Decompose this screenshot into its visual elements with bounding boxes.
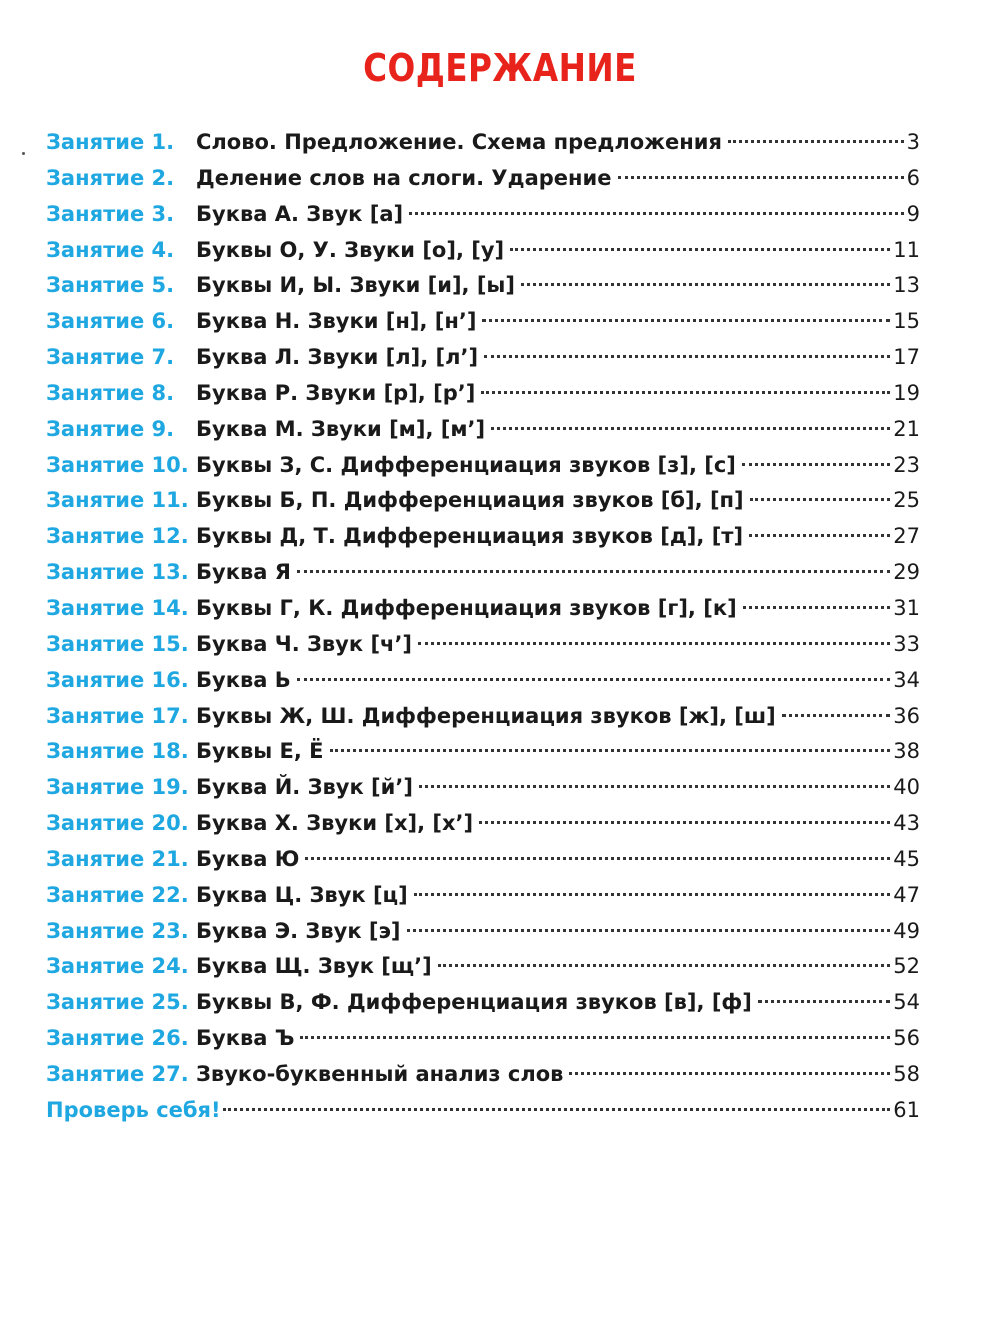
toc-entry-23[interactable] <box>46 914 920 950</box>
lesson-topic: Буквы И, Ы. Звуки [и], [ы] <box>196 273 516 298</box>
lesson-topic: Буква Я <box>196 560 291 585</box>
page-number: 25 <box>893 488 920 513</box>
page-number: 17 <box>893 345 920 370</box>
dot-leader <box>618 176 904 179</box>
dot-leader <box>742 463 890 466</box>
lesson-label: Занятие 27. <box>46 1061 189 1086</box>
lesson-label: Занятие 10. <box>46 452 189 477</box>
lesson-label: Занятие 25. <box>46 990 189 1015</box>
lesson-label: Занятие 18. <box>46 739 189 764</box>
page-number: 38 <box>893 739 920 764</box>
dot-leader <box>782 714 891 717</box>
page-number: 27 <box>893 524 920 549</box>
dot-leader <box>743 606 891 609</box>
dot-leader <box>484 355 890 358</box>
lesson-label: Занятие 16. <box>46 667 189 692</box>
lesson-topic: Буква Ц. Звук [ц] <box>196 882 408 907</box>
lesson-topic: Буква Х. Звуки [х], [х’] <box>196 811 474 836</box>
lesson-label: Занятие 17. <box>46 703 189 728</box>
lesson-topic: Буква Щ. Звук [щ’] <box>196 954 432 979</box>
page-number: 33 <box>893 631 920 656</box>
toc-entry-self-check[interactable] <box>46 1093 920 1129</box>
page-number: 23 <box>893 452 920 477</box>
page-number: 21 <box>893 416 920 441</box>
dot-leader <box>521 283 890 286</box>
page-number: 52 <box>893 954 920 979</box>
page-number: 11 <box>893 237 920 262</box>
dot-leader <box>438 964 891 967</box>
page-number: 3 <box>906 130 920 154</box>
lesson-label: Занятие 24. <box>46 954 189 979</box>
page-number: 61 <box>893 1097 920 1122</box>
lesson-topic: Буква Ъ <box>196 1026 295 1051</box>
toc-entry-22[interactable] <box>46 878 920 914</box>
dot-leader <box>482 319 890 322</box>
lesson-label: Занятие 5. <box>46 273 175 298</box>
page-number: 19 <box>893 380 920 405</box>
dot-leader <box>297 678 891 681</box>
lesson-topic: Буква Л. Звуки [л], [л’] <box>196 345 479 370</box>
page-number: 49 <box>893 918 920 943</box>
lesson-topic: Буквы Д, Т. Дифференциация звуков [д], [т] <box>196 524 744 549</box>
lesson-topic: Буквы Ж, Ш. Дифференциация звуков [ж], [ш] <box>196 703 776 728</box>
dot-leader <box>479 821 890 824</box>
lesson-topic: Буквы Б, П. Дифференциация звуков [б], [п] <box>196 488 744 513</box>
toc-entry-4[interactable] <box>46 233 920 269</box>
toc-entry-19[interactable] <box>46 770 920 806</box>
dot-leader <box>750 498 891 501</box>
toc-entry-3[interactable] <box>46 197 920 233</box>
lesson-topic: Буква Ю <box>196 846 300 871</box>
toc-entry-17[interactable] <box>46 699 920 735</box>
toc-entry-10[interactable] <box>46 448 920 484</box>
toc-entry-8[interactable] <box>46 376 920 412</box>
lesson-label: Занятие 4. <box>46 237 175 262</box>
page-number: 40 <box>893 775 920 800</box>
page-number: 36 <box>893 703 920 728</box>
dot-leader <box>305 857 890 860</box>
dot-leader <box>569 1072 890 1075</box>
dot-leader <box>223 1108 891 1111</box>
dot-leader <box>300 1036 890 1039</box>
page-number: 13 <box>893 273 920 298</box>
dot-leader <box>749 534 890 537</box>
toc-entry-20[interactable] <box>46 806 920 842</box>
lesson-topic: Слово. Предложение. Схема предложения <box>196 130 722 154</box>
lesson-topic: Буква Э. Звук [э] <box>196 918 401 943</box>
page-number: 47 <box>893 882 920 907</box>
toc-entry-2[interactable] <box>46 161 920 197</box>
lesson-label: Занятие 12. <box>46 524 189 549</box>
lesson-label: Проверь себя! <box>46 1097 221 1122</box>
lesson-label: Занятие 8. <box>46 380 175 405</box>
lesson-label: Занятие 6. <box>46 309 175 334</box>
toc-entry-11[interactable] <box>46 483 920 519</box>
lesson-topic: Буква Й. Звук [й’] <box>196 775 413 800</box>
lesson-topic: Буква Ч. Звук [ч’] <box>196 631 413 656</box>
lesson-label: Занятие 1. <box>46 130 175 154</box>
lesson-label: Занятие 19. <box>46 775 189 800</box>
lesson-label: Занятие 13. <box>46 560 189 585</box>
page-number: 34 <box>893 667 920 692</box>
toc-entry-25[interactable] <box>46 985 920 1021</box>
lesson-label: Занятие 2. <box>46 165 175 190</box>
lesson-label: Занятие 11. <box>46 488 189 513</box>
toc-entry-21[interactable] <box>46 842 920 878</box>
page-number: 31 <box>893 595 920 620</box>
lesson-topic: Буквы В, Ф. Дифференциация звуков [в], [ф] <box>196 990 752 1015</box>
toc-entry-26[interactable] <box>46 1021 920 1057</box>
toc-entry-14[interactable] <box>46 591 920 627</box>
toc-entry-13[interactable] <box>46 555 920 591</box>
dot-leader <box>414 893 891 896</box>
lesson-topic: Буква А. Звук [а] <box>196 201 404 226</box>
page-number: 43 <box>893 811 920 836</box>
dot-leader <box>481 391 890 394</box>
toc-entry-18[interactable] <box>46 734 920 770</box>
page-number: 29 <box>893 560 920 585</box>
dot-leader <box>419 785 890 788</box>
lesson-topic: Звуко-буквенный анализ слов <box>196 1061 564 1086</box>
dot-leader <box>330 749 891 752</box>
lesson-topic: Буква Ь <box>196 667 291 692</box>
lesson-label: Занятие 20. <box>46 811 189 836</box>
lesson-topic: Буква Р. Звуки [р], [р’] <box>196 380 476 405</box>
lesson-topic: Буквы Г, К. Дифференциация звуков [г], [к] <box>196 595 737 620</box>
page-number: 58 <box>893 1061 920 1086</box>
toc-entry-12[interactable] <box>46 519 920 555</box>
lesson-topic: Буквы З, С. Дифференциация звуков [з], [с] <box>196 452 736 477</box>
lesson-topic: Буквы О, У. Звуки [о], [у] <box>196 237 505 262</box>
toc-entry-27[interactable] <box>46 1057 920 1093</box>
page-number: 6 <box>906 165 920 190</box>
lesson-label: Занятие 9. <box>46 416 175 441</box>
page-number: 56 <box>893 1026 920 1051</box>
dot-leader <box>409 212 904 215</box>
dot-leader <box>510 248 890 251</box>
lesson-topic: Буква Н. Звуки [н], [н’] <box>196 309 477 334</box>
margin-mark <box>22 152 25 155</box>
dot-leader <box>728 140 904 143</box>
page-number: 45 <box>893 846 920 871</box>
dot-leader <box>758 1000 890 1003</box>
lesson-label: Занятие 23. <box>46 918 189 943</box>
page-title: СОДЕРЖАНИЕ <box>363 46 637 90</box>
page-number: 54 <box>893 990 920 1015</box>
table-of-contents <box>46 125 920 1129</box>
lesson-topic: Деление слов на слоги. Ударение <box>196 165 612 190</box>
toc-entry-24[interactable] <box>46 949 920 985</box>
lesson-topic: Буквы Е, Ё <box>196 739 324 764</box>
lesson-label: Занятие 3. <box>46 201 175 226</box>
lesson-label: Занятие 26. <box>46 1026 189 1051</box>
lesson-label: Занятие 22. <box>46 882 189 907</box>
toc-entry-6[interactable] <box>46 304 920 340</box>
page-number: 15 <box>893 309 920 334</box>
lesson-topic: Буква М. Звуки [м], [м’] <box>196 416 486 441</box>
toc-entry-16[interactable] <box>46 663 920 699</box>
lesson-label: Занятие 14. <box>46 595 189 620</box>
lesson-label: Занятие 21. <box>46 846 189 871</box>
dot-leader <box>407 929 891 932</box>
toc-entry-9[interactable] <box>46 412 920 448</box>
lesson-label: Занятие 7. <box>46 345 175 370</box>
toc-entry-5[interactable] <box>46 268 920 304</box>
toc-entry-1[interactable] <box>46 125 920 161</box>
dot-leader <box>297 570 890 573</box>
page-number: 9 <box>906 201 920 226</box>
dot-leader <box>418 642 890 645</box>
toc-entry-7[interactable] <box>46 340 920 376</box>
dot-leader <box>491 427 890 430</box>
lesson-label: Занятие 15. <box>46 631 189 656</box>
toc-entry-15[interactable] <box>46 627 920 663</box>
